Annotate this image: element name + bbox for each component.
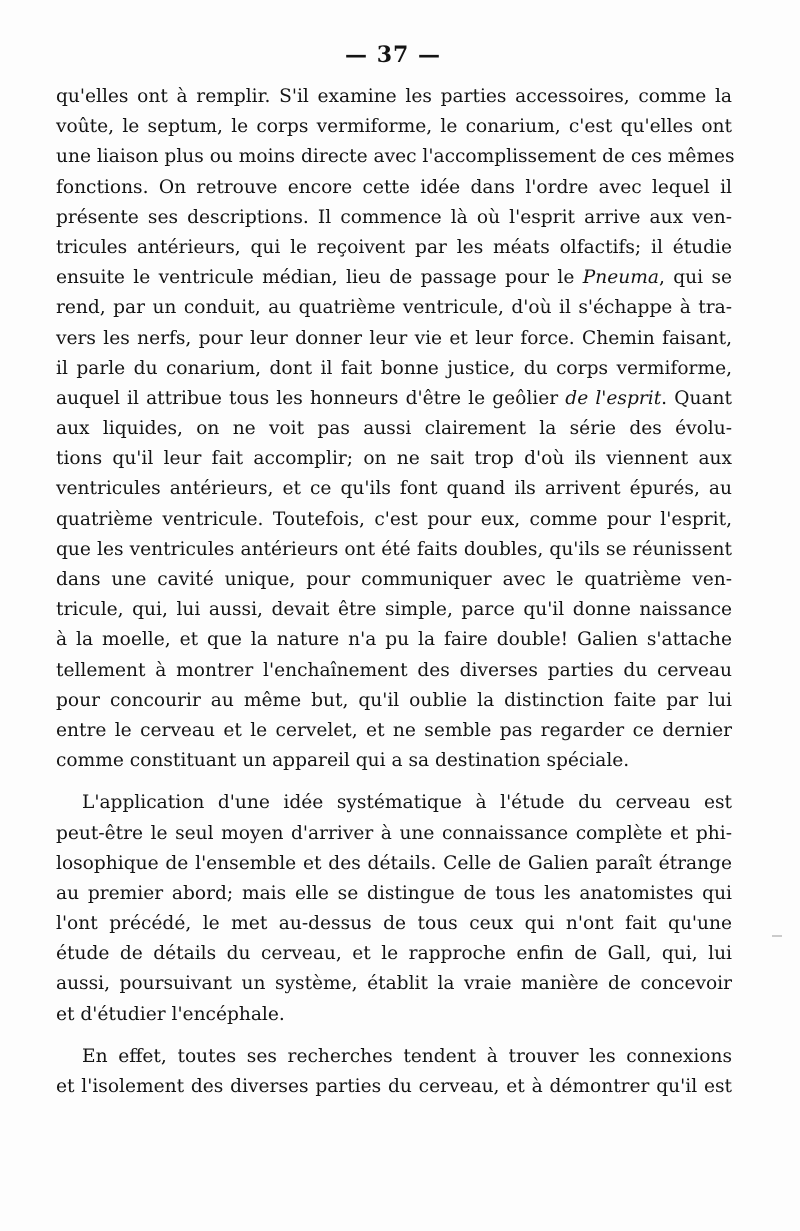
text-line (56, 819, 732, 849)
text-segment: peut-être le seul moyen d'arriver à une connaissance complète et phi- (56, 822, 732, 844)
body-text (56, 82, 735, 1102)
text-line (56, 444, 732, 474)
text-segment: tricules antérieurs, qui le reçoivent par les méats olfactifs; il étudie (56, 236, 732, 258)
text-line (56, 82, 732, 112)
text-line (56, 939, 732, 969)
text-segment: En effet, toutes ses recherches tendent à trouver les connexions (82, 1045, 732, 1067)
margin-mark (772, 935, 782, 937)
text-segment: tricule, qui, lui aussi, devait être simple, parce qu'il donne naissance (56, 599, 732, 621)
text-segment: que les ventricules antérieurs ont été faits doubles, qu'ils se réunissent (56, 538, 732, 560)
text-line (56, 909, 732, 939)
text-segment: ensuite le ventricule médian, lieu de passage pour le (56, 267, 583, 289)
text-segment: aussi, poursuivant un système, établit la vraie manière de concevoir (56, 973, 732, 995)
text-line (56, 686, 732, 716)
text-line (56, 384, 732, 414)
text-segment: entre le cerveau et le cervelet, et ne semble pas regarder ce dernier (56, 719, 732, 741)
text-line (56, 1042, 732, 1072)
text-segment: rend, par un conduit, au quatrième ventricule, d'où il s'échappe à tra- (56, 297, 732, 319)
text-line (56, 1000, 732, 1030)
italic-text: Pneuma (582, 267, 659, 289)
text-line (56, 625, 732, 655)
text-line (56, 233, 732, 263)
text-line (56, 595, 732, 625)
text-line (56, 656, 732, 686)
text-segment: dans une cavité unique, pour communiquer avec le quatrième ven- (56, 569, 732, 590)
text-line (56, 324, 732, 354)
text-segment: comme constituant un appareil qui a sa destination spéciale. (56, 750, 630, 772)
text-line (56, 1072, 732, 1102)
text-line (56, 849, 732, 879)
text-segment: fonctions. On retrouve encore cette idée dans l'ordre avec lequel il (56, 176, 732, 198)
text-segment: tions qu'il leur fait accomplir; on ne sait trop d'où ils viennent aux (56, 448, 732, 470)
text-segment: et d'étudier l'encéphale. (56, 1003, 285, 1025)
text-segment: pour concourir au même but, qu'il oublie la distinction faite par lui (56, 689, 732, 711)
text-line (56, 173, 732, 203)
text-line (56, 535, 732, 565)
text-line (56, 716, 732, 746)
text-segment: vers les nerfs, pour leur donner leur vie et leur force. Chemin faisant, (56, 327, 732, 349)
text-segment: quatrième ventricule. Toutefois, c'est pour eux, comme pour l'esprit, (56, 508, 732, 530)
text-line (56, 263, 732, 293)
text-segment: L'application d'une idée systématique à l'étude du cerveau est (82, 792, 732, 814)
page-number: — 37 — (345, 42, 441, 68)
text-line (56, 354, 732, 384)
text-segment: une liaison plus ou moins directe avec l'accomplissement de ces mêmes (56, 146, 735, 168)
text-line (56, 969, 732, 999)
text-line (56, 788, 732, 818)
text-segment: voûte, le septum, le corps vermiforme, le conarium, c'est qu'elles ont (56, 116, 732, 138)
text-segment: . Quant (661, 387, 732, 409)
text-segment: étude de détails du cerveau, et le rapproche enfin de Gall, qui, lui (56, 943, 732, 965)
text-segment: ventricules antérieurs, et ce qu'ils font quand ils arrivent épurés, au (56, 478, 732, 500)
text-line (56, 474, 732, 504)
text-segment: à la moelle, et que la nature n'a pu la faire double! Galien s'attache (56, 629, 732, 651)
text-line (56, 505, 732, 535)
paragraph (56, 788, 732, 1030)
text-line (56, 293, 732, 323)
text-segment: qu'elles ont à remplir. S'il examine les parties accessoires, comme la (56, 86, 732, 107)
text-segment: losophique de l'ensemble et des détails. Celle de Galien paraît étrange (56, 852, 732, 874)
paragraph (56, 82, 735, 776)
text-segment: aux liquides, on ne voit pas aussi clairement la série des évolu- (56, 418, 732, 440)
text-segment: , qui se (658, 267, 733, 289)
text-line (56, 565, 732, 595)
text-line (56, 414, 732, 444)
italic-text: de l'esprit (565, 387, 662, 409)
paragraph (56, 1042, 732, 1102)
paragraph-gap (56, 1030, 732, 1042)
text-line (56, 879, 732, 909)
text-segment: tellement à montrer l'enchaînement des diverses parties du cerveau (56, 659, 732, 681)
text-line (56, 746, 732, 776)
text-segment: présente ses descriptions. Il commence là où l'esprit arrive aux ven- (56, 206, 732, 228)
text-segment: l'ont précédé, le met au-dessus de tous ceux qui n'ont fait qu'une (56, 913, 732, 935)
text-segment: auquel il attribue tous les honneurs d'être le geôlier (56, 387, 566, 409)
text-line (56, 142, 735, 172)
text-segment: il parle du conarium, dont il fait bonne justice, du corps vermiforme, (56, 357, 732, 379)
text-line (56, 112, 732, 142)
text-segment: au premier abord; mais elle se distingue de tous les anatomistes qui (56, 882, 732, 904)
text-segment: et l'isolement des diverses parties du cerveau, et à démontrer qu'il est (56, 1076, 732, 1097)
paragraph-gap (56, 776, 732, 788)
text-line (56, 203, 732, 233)
